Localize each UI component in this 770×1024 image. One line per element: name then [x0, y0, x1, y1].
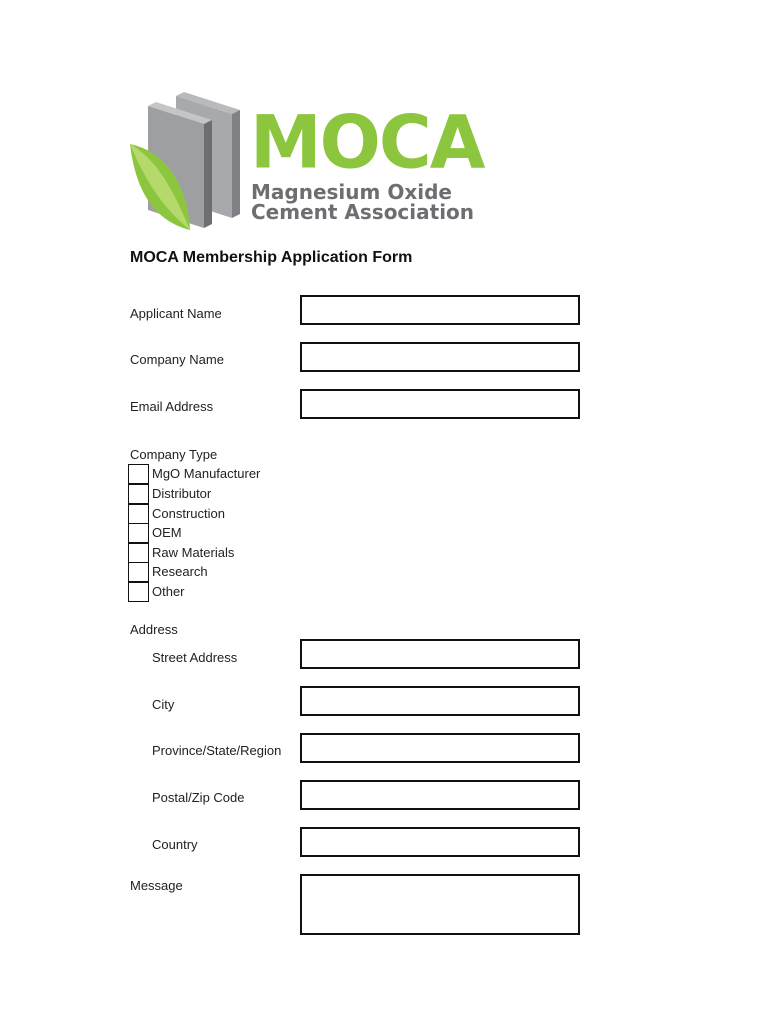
- message-label: Message: [130, 878, 183, 893]
- country-input[interactable]: [300, 827, 580, 857]
- moca-logo: [128, 92, 484, 232]
- province-input[interactable]: [300, 733, 580, 763]
- company-type-label: Company Type: [130, 447, 218, 462]
- message-textarea[interactable]: [300, 874, 580, 935]
- city-input[interactable]: [300, 686, 580, 716]
- applicant-name-label: Applicant Name: [130, 306, 222, 321]
- form-title: MOCA Membership Application Form: [130, 249, 413, 266]
- logo-subtitle-line2: Cement Association: [251, 200, 475, 224]
- checkbox-label-research: Research: [152, 564, 208, 579]
- postal-code-input[interactable]: [300, 780, 580, 810]
- address-label: Address: [130, 622, 178, 637]
- checkbox-label-other: Other: [152, 584, 185, 599]
- applicant-name-input[interactable]: [300, 295, 580, 325]
- checkbox-label-oem: OEM: [152, 525, 182, 540]
- country-label: Country: [152, 837, 198, 852]
- logo-title: MOCA: [250, 99, 484, 185]
- email-label: Email Address: [130, 399, 214, 414]
- province-label: Province/State/Region: [152, 743, 282, 758]
- checkbox-research[interactable]: [128, 562, 149, 582]
- checkbox-other[interactable]: [128, 582, 149, 602]
- company-name-label: Company Name: [130, 352, 224, 367]
- checkbox-label-construction: Construction: [152, 506, 225, 521]
- email-input[interactable]: [300, 389, 580, 419]
- checkbox-distributor[interactable]: [128, 484, 149, 504]
- checkbox-mgo-manufacturer[interactable]: [128, 464, 149, 484]
- checkbox-construction[interactable]: [128, 504, 149, 524]
- checkbox-label-mgo-manufacturer: MgO Manufacturer: [152, 466, 261, 481]
- checkbox-oem[interactable]: [128, 523, 149, 543]
- checkbox-raw-materials[interactable]: [128, 543, 149, 563]
- checkbox-label-raw-materials: Raw Materials: [152, 545, 235, 560]
- company-name-input[interactable]: [300, 342, 580, 372]
- logo-subtitle-line1: Magnesium Oxide: [251, 180, 452, 204]
- street-address-input[interactable]: [300, 639, 580, 669]
- moca-logo-mark-icon: [128, 92, 246, 232]
- city-label: City: [152, 697, 175, 712]
- street-address-label: Street Address: [152, 650, 238, 665]
- checkbox-label-distributor: Distributor: [152, 486, 212, 501]
- postal-code-label: Postal/Zip Code: [152, 790, 245, 805]
